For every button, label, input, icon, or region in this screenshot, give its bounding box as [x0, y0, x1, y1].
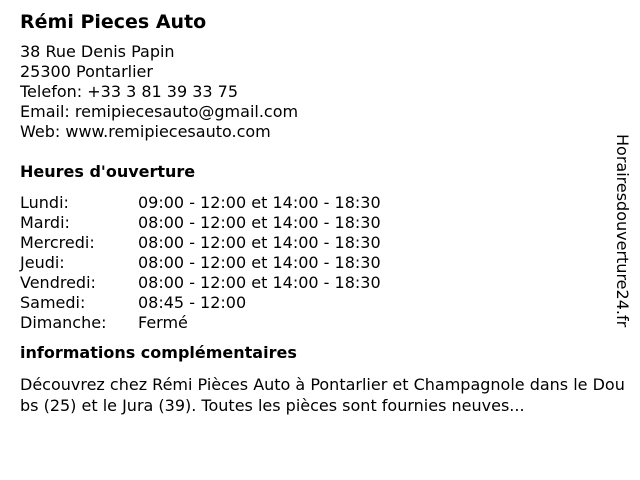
web-line: Web: www.remipiecesauto.com — [20, 122, 271, 141]
email-line: Email: remipiecesauto@gmail.com — [20, 102, 299, 121]
site-watermark: Horairesdouverture24.fr — [613, 134, 632, 328]
business-card — [20, 8, 630, 416]
day-hours: 08:00 - 12:00 et 14:00 - 18:30 — [138, 253, 381, 272]
hours-row-mercredi — [20, 233, 630, 253]
hours-row-jeudi — [20, 253, 630, 273]
day-label: Samedi: — [20, 293, 86, 312]
hours-row-vendredi — [20, 273, 630, 293]
hours-row-mardi — [20, 213, 630, 233]
day-label: Mardi: — [20, 213, 70, 232]
day-hours: Fermé — [138, 313, 188, 332]
day-hours: 08:00 - 12:00 et 14:00 - 18:30 — [138, 273, 381, 292]
day-hours: 09:00 - 12:00 et 14:00 - 18:30 — [138, 193, 381, 212]
hours-row-samedi — [20, 293, 630, 313]
day-label: Vendredi: — [20, 273, 96, 292]
day-hours: 08:00 - 12:00 et 14:00 - 18:30 — [138, 233, 381, 252]
phone-line: Telefon: +33 3 81 39 33 75 — [20, 82, 239, 101]
postal-city: 25300 Pontarlier — [20, 62, 153, 81]
day-label: Dimanche: — [20, 313, 107, 332]
hours-row-dimanche — [20, 313, 630, 333]
business-name: Rémi Pieces Auto — [20, 11, 207, 33]
hours-table — [20, 193, 630, 333]
hours-heading: Heures d'ouverture — [20, 162, 196, 181]
day-label: Mercredi: — [20, 233, 95, 252]
address-block — [20, 42, 630, 142]
info-description: Découvrez chez Rémi Pièces Auto à Pontarlier et Champagnole dans le Doubs (25) et le Jura (39). Toutes les pièces sont fournies neuves... — [20, 375, 625, 415]
hours-row-lundi — [20, 193, 630, 213]
day-hours: 08:45 - 12:00 — [138, 293, 247, 312]
day-label: Jeudi: — [20, 253, 65, 272]
day-label: Lundi: — [20, 193, 69, 212]
info-heading: informations complémentaires — [20, 343, 297, 362]
street-address: 38 Rue Denis Papin — [20, 42, 175, 61]
day-hours: 08:00 - 12:00 et 14:00 - 18:30 — [138, 213, 381, 232]
